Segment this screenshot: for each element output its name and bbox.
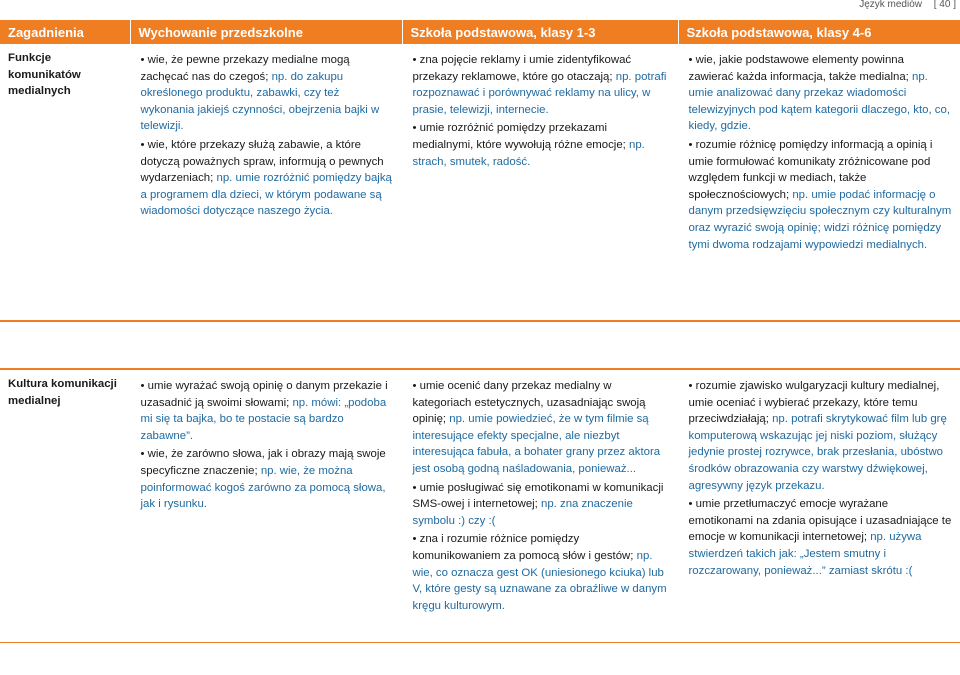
row-spacer xyxy=(0,321,960,369)
item-text: umie wyrażać swoją opinię o danym przekazie i uzasadnić ją swoimi słowami; xyxy=(140,380,388,409)
topic-cell: Funkcje komunikatów medialnych xyxy=(0,44,130,321)
item-example: np. wie, co oznacza gest OK (uniesionego kciuka) lub V, które gesty są uznawane za obraźliwe w danym kręgu kulturowym. xyxy=(412,549,667,612)
column-header-grades-1-3: Szkoła podstawowa, klasy 1-3 xyxy=(402,20,678,44)
list-item xyxy=(689,496,952,579)
item-example: np. zna znaczenie symbolu :) czy :( xyxy=(412,498,633,527)
item-example: np. wie, że można poinformować kogoś zarówno za pomocą słowa, jak i rysunku. xyxy=(140,464,386,511)
item-text: zna pojęcie reklamy i umie zidentyfikować przekazy reklamowe, które go otaczają; xyxy=(412,54,632,83)
list-item xyxy=(141,378,394,444)
item-text: zna i rozumie różnice pomiędzy komunikowaniem za pomocą słów i gestów; xyxy=(412,533,637,562)
item-example: np. strach, smutek, radość. xyxy=(412,138,645,168)
list-item xyxy=(413,531,670,614)
item-example: np. umie rozróżnić pomiędzy bajką a programem dla dzieci, w którym podawane są wiadomości dotyczące naszego życia. xyxy=(140,172,392,218)
list-item xyxy=(689,378,952,494)
item-example: np. potrafi skrytykować film lub grę komputerową wskazując jej niski poziom, służący jedynie prostej rozrywce, brak przesłania, ubóstwo środków obrazowania czy warstwy dźwiękowej, agresywny język przekazu. xyxy=(688,413,947,492)
table-header-row xyxy=(0,20,960,44)
content-cell xyxy=(402,44,678,321)
list-item xyxy=(413,480,670,530)
list-item xyxy=(689,137,952,253)
content-cell xyxy=(678,369,960,643)
curriculum-table xyxy=(0,20,960,643)
item-text: rozumie zjawisko wulgaryzacji kultury medialnej, umie oceniać i wybierać przekazy, które temu przeciwdziałają; xyxy=(688,380,940,426)
content-cell xyxy=(402,369,678,643)
item-text: wie, że pewne przekazy medialne mogą zachęcać nas do czegoś; xyxy=(140,54,350,83)
item-example: np. umie podać informację o danym przedsięwzięciu społecznym czy kulturalnym oraz wyrazić swoją opinię; widzi różnicę pomiędzy tymi dwoma rodzajami wypowiedzi medialnych. xyxy=(688,188,952,251)
content-cell xyxy=(678,44,960,321)
list-item xyxy=(413,378,670,478)
list-item xyxy=(413,52,670,118)
item-text: wie, które przekazy służą zabawie, a które dotyczą poważnych spraw, informują o pewnych wydarzeniach; xyxy=(140,138,384,185)
content-cell xyxy=(130,44,402,321)
item-text: wie, że zarówno słowa, jak i obrazy mają swoje specyficzne znaczenie; xyxy=(140,448,386,477)
table-row xyxy=(0,44,960,321)
item-text: umie ocenić dany przekaz medialny w kategoriach estetycznych, uzasadniając swoją opinię; xyxy=(412,380,646,426)
language-label: Język mediów xyxy=(859,0,922,10)
page-header xyxy=(0,0,960,14)
column-header-preschool: Wychowanie przedszkolne xyxy=(130,20,402,44)
content-cell xyxy=(130,369,402,643)
list-item xyxy=(141,52,394,135)
item-example: np. umie analizować dany przekaz wiadomości telewizyjnych pod kątem kategorii dlaczego, kto, co, kiedy, gdzie. xyxy=(688,70,950,133)
item-text: wie, jakie podstawowe elementy powinna zawierać każda informacja, także medialna; xyxy=(688,54,912,83)
list-item xyxy=(689,52,952,135)
item-text: umie rozróżnić pomiędzy przekazami medialnymi, które wywołują różne emocje; xyxy=(412,122,630,151)
column-header-topics: Zagadnienia xyxy=(0,20,130,44)
column-header-grades-4-6: Szkoła podstawowa, klasy 4-6 xyxy=(678,20,960,44)
item-text: rozumie różnicę pomiędzy informacją a opinią i umie formułować komunikaty zróżnicowane pod względem funkcji w mediach, także społecznościowych; xyxy=(688,138,933,201)
item-example: np. umie powiedzieć, że w tym filmie są interesujące efekty specjalne, ale niezbyt interesująca fabuła, a bohater grany przez aktora jest osobą godną naśladowania, ponieważ... xyxy=(412,413,661,475)
list-item xyxy=(141,137,394,220)
item-example: np. do zakupu określonego produktu, zabawki, czy też wykonania jakiejś czynności, obejrzenia bajki w telewizji. xyxy=(140,70,380,133)
list-item xyxy=(141,446,394,512)
list-item xyxy=(413,120,670,170)
item-text: umie przetłumaczyć emocje wyrażane emotikonami na zdania opisujące i uzasadniające te emocje w komunikacji internetowej; xyxy=(688,498,952,544)
item-example: np. potrafi rozpoznawać i porównywać reklamy na ulicy, w prasie, telewizji, internecie. xyxy=(412,70,667,116)
page-number: [ 40 ] xyxy=(933,0,956,10)
item-example: np. mówi: „podoba mi się ta bajka, bo te postacie są bardzo zabawne”. xyxy=(140,396,387,442)
table-row xyxy=(0,369,960,643)
item-text: umie posługiwać się emotikonami w komunikacji SMS-owej i internetowej; xyxy=(412,481,664,511)
topic-cell: Kultura komunikacji medialnej xyxy=(0,369,130,643)
item-example: np. używa stwierdzeń takich jak: „Jestem smutny i rozczarowany, ponieważ...” zamiast skrótu :( xyxy=(688,531,922,577)
